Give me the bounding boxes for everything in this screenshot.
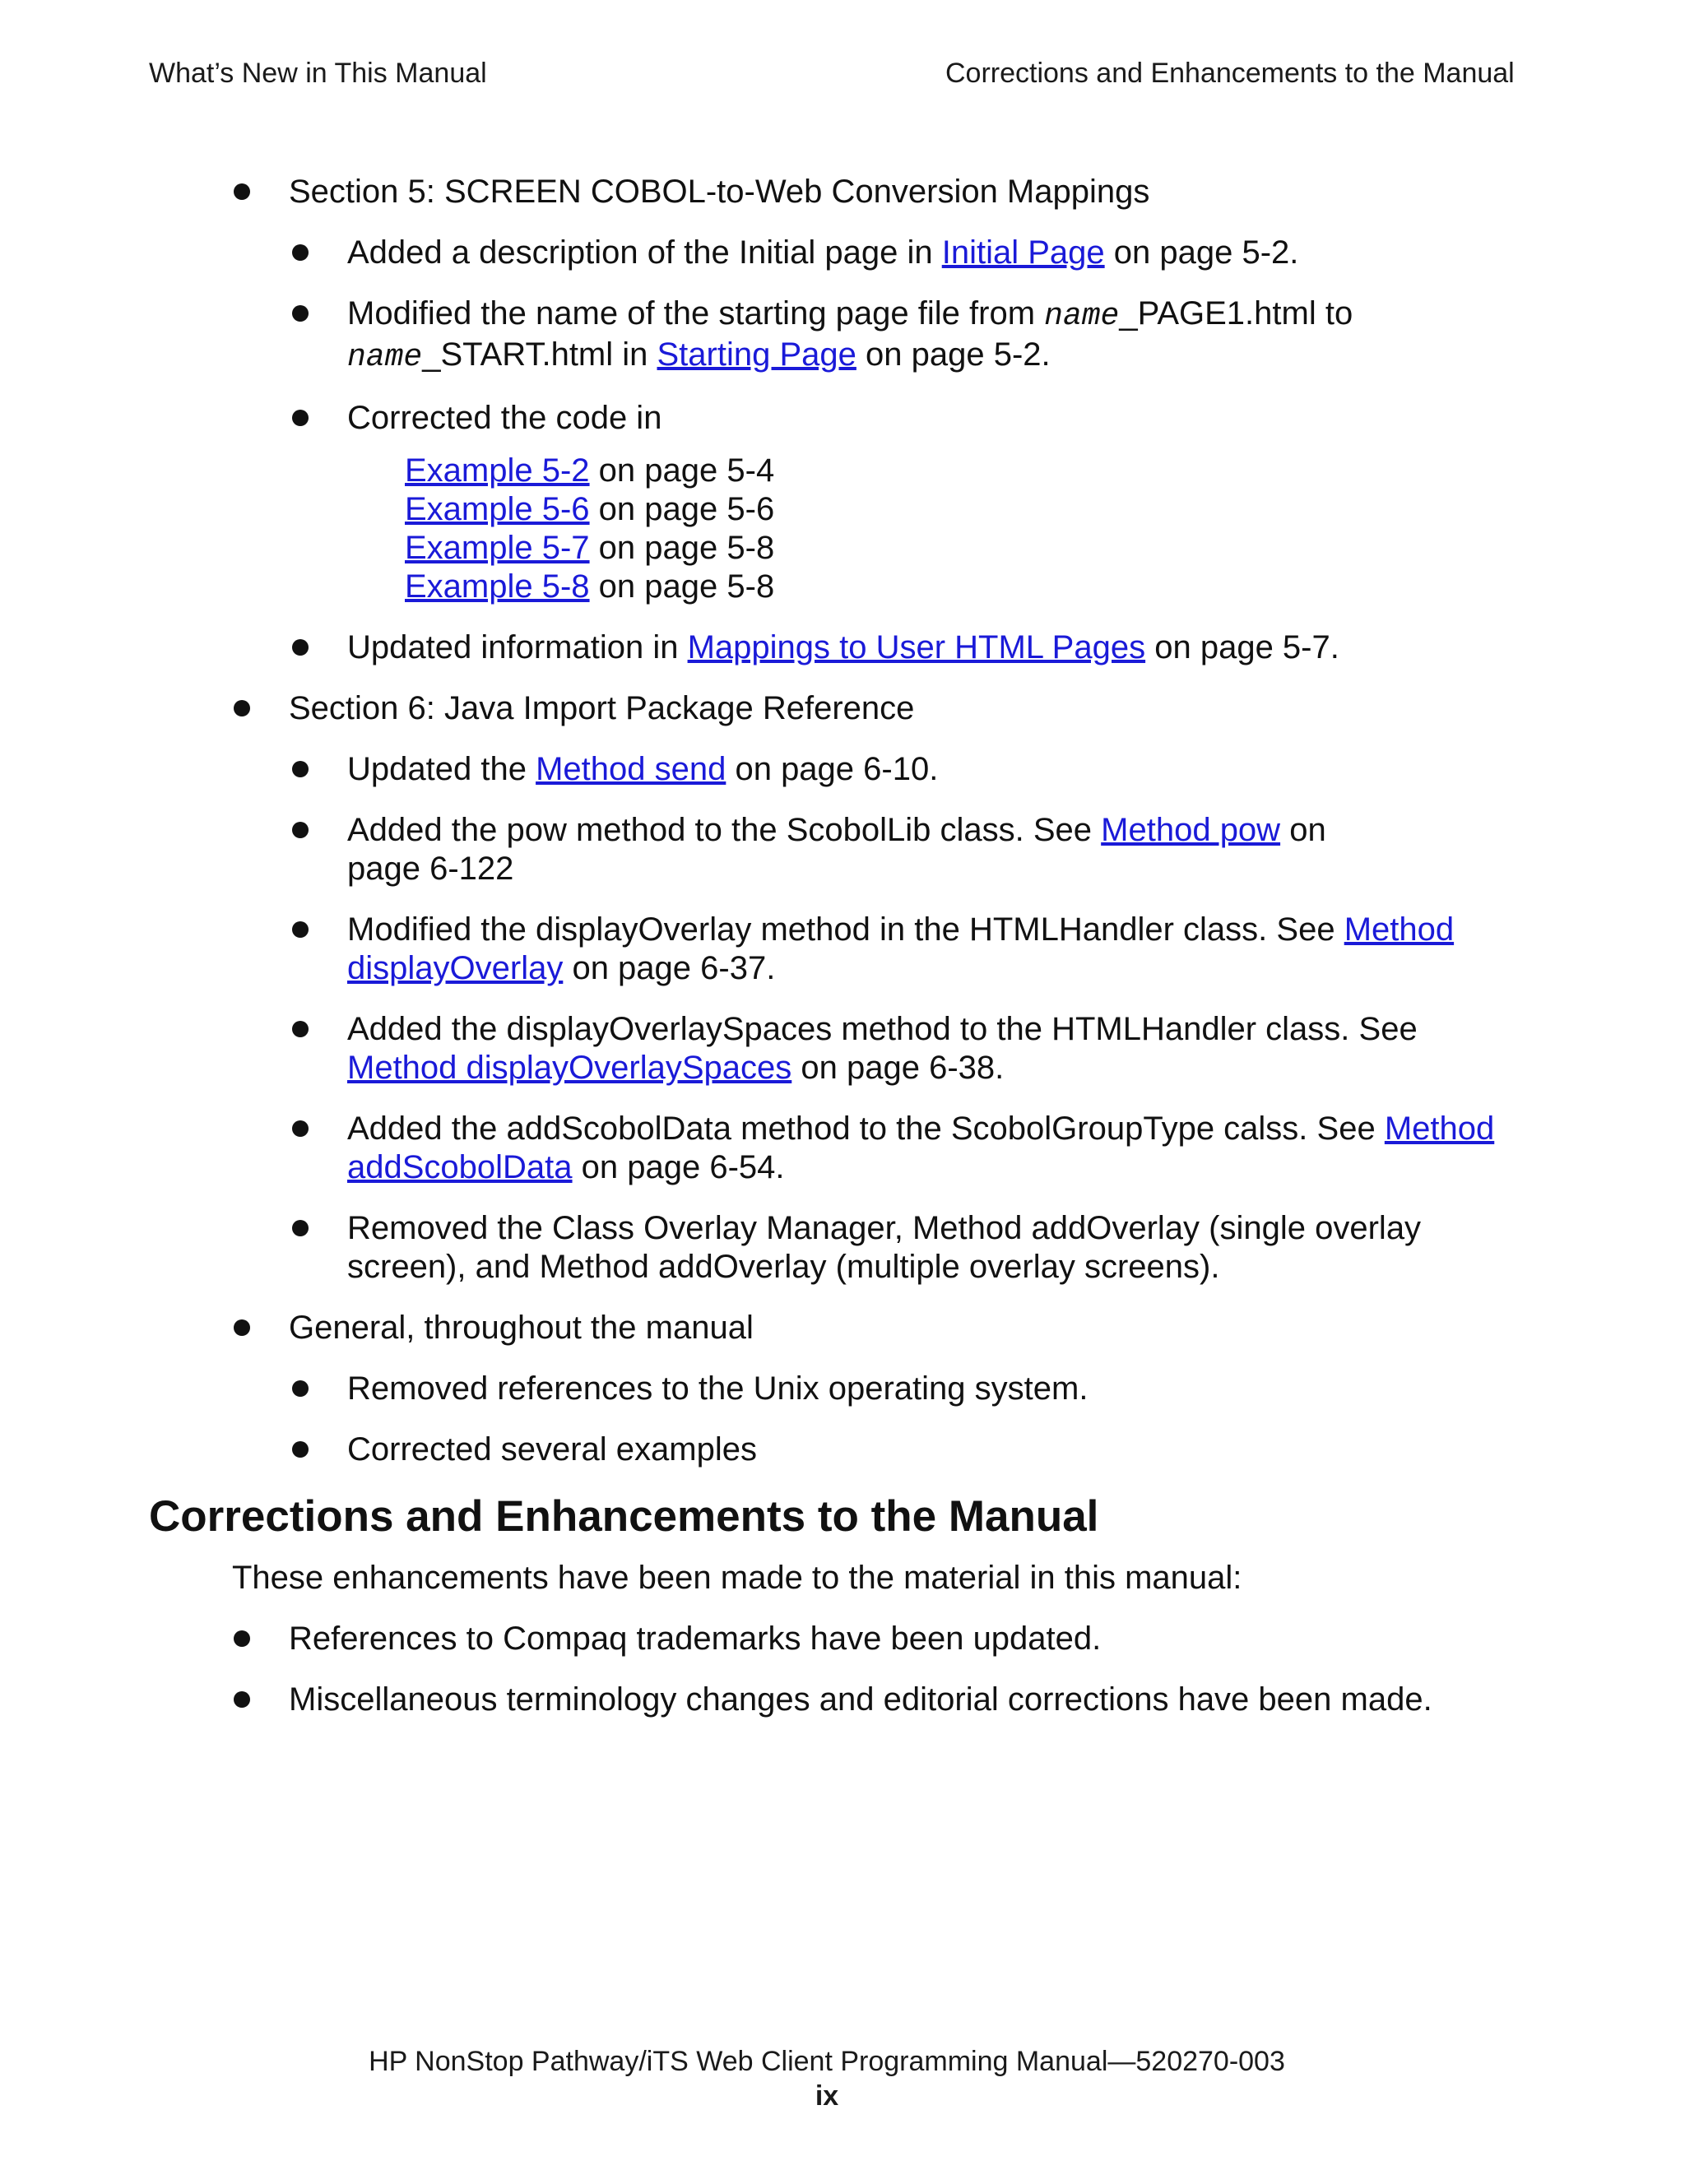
item-text: on page 5-8 [589,568,775,605]
item-text: on page 6-54. [572,1149,785,1185]
item-text: Removed the Class Overlay Manager, Method addOverlay (single overlay [347,1210,1422,1246]
list-item [0,294,1524,377]
link-method-displayoverlay[interactable]: Method [1344,911,1455,948]
item-text: Removed references to the Unix operating system. [347,1370,1089,1407]
list-item [0,1110,1524,1187]
list-item [0,1430,1524,1469]
bullet-icon [292,822,309,838]
item-text: Updated information in [347,629,688,665]
link-method-send[interactable]: Method send [536,751,726,787]
bullet-icon [292,410,309,426]
page-number: ix [815,2080,839,2112]
example-line [405,452,1685,490]
code-name: name [347,340,423,375]
bullet-icon [234,183,250,200]
footer-title: HP NonStop Pathway/iTS Web Client Programming Manual—520270-003 [369,2046,1285,2077]
item-text: on page 5-2. [856,336,1051,373]
item-text: Modified the displayOverlay method in the HTMLHandler class. See [347,911,1344,948]
page-footer [0,2044,1654,2113]
item-text: on page 5-8 [589,530,775,566]
item-text: Added the pow method to the ScobolLib class. See [347,812,1102,848]
list-item [0,1620,1685,1658]
list-item [0,811,1524,888]
list-item [0,1370,1524,1408]
item-text: on page 6-10. [726,751,939,787]
list-item [0,628,1524,667]
example-line [405,490,1685,529]
item-text: on page 5-7. [1145,629,1339,665]
list-item [0,1209,1524,1287]
bullet-icon [292,244,309,261]
bullet-icon [234,1319,250,1336]
link-starting-page[interactable]: Starting Page [657,336,856,373]
bullet-icon [292,1120,309,1137]
intro-paragraph: These enhancements have been made to the material in this manual: [232,1560,1242,1596]
section-heading: Corrections and Enhancements to the Manual [149,1492,1099,1541]
list-item [0,1681,1685,1719]
code-name: name [1044,299,1120,334]
item-text: on page 6-38. [791,1050,1005,1086]
item-text: References to Compaq trademarks have been updated. [289,1621,1102,1657]
list-item [0,1010,1524,1087]
link-mappings-user-html[interactable]: Mappings to User HTML Pages [687,629,1146,665]
bullet-icon [292,921,309,938]
bullet-icon [292,1441,309,1458]
link-example-5-2[interactable]: Example 5-2 [405,452,590,489]
item-text: Miscellaneous terminology changes and editorial corrections have been made. [289,1681,1432,1718]
bullet-icon [292,761,309,777]
list-item [0,750,1524,789]
bullet-icon [292,305,309,322]
running-header-left: What’s New in This Manual [149,58,487,89]
bullet-icon [292,1220,309,1236]
list-item [0,399,1524,438]
bullet-icon [234,700,250,716]
bullet-icon [292,639,309,656]
link-example-5-8[interactable]: Example 5-8 [405,568,590,605]
link-method-displayoverlayspaces[interactable]: Method displayOverlaySpaces [347,1050,792,1086]
section-5-title: Section 5: SCREEN COBOL-to-Web Conversion Mappings [289,174,1150,210]
bullet-icon [234,1630,250,1647]
list-item [0,234,1524,272]
item-text: on [1280,812,1326,848]
page-body [0,173,1685,1741]
example-line [405,529,1685,568]
item-text: Added a description of the Initial page in [347,234,942,271]
link-initial-page[interactable]: Initial Page [941,234,1105,271]
link-example-5-7[interactable]: Example 5-7 [405,530,590,566]
section-6-title: Section 6: Java Import Package Reference [289,690,915,726]
example-line [405,568,1685,606]
item-text: _START.html in [422,336,657,373]
item-text: Added the displayOverlaySpaces method to the HTMLHandler class. See [347,1011,1418,1047]
item-text: Added the addScobolData method to the ScobolGroupType calss. See [347,1111,1385,1147]
item-text: Corrected several examples [347,1431,757,1468]
list-item [0,911,1524,988]
list-item-section-5 [0,173,1685,211]
item-text: screen), and Method addOverlay (multiple overlay screens). [347,1249,1220,1285]
link-method-addscoboldata[interactable]: addScobolData [347,1149,573,1185]
link-method-addscoboldata[interactable]: Method [1384,1111,1495,1147]
bullet-icon [292,1021,309,1037]
item-text: Updated the [347,751,536,787]
list-item-general [0,1309,1685,1347]
item-text: on page 6-37. [563,950,776,986]
item-text: on page 5-2. [1104,234,1299,271]
bullet-icon [292,1380,309,1397]
bullet-icon [234,1691,250,1708]
item-text: page 6-122 [347,851,514,887]
list-item-section-6 [0,689,1685,728]
item-text: Modified the name of the starting page file from [347,295,1045,332]
item-text: on page 5-6 [589,491,775,527]
link-example-5-6[interactable]: Example 5-6 [405,491,590,527]
link-method-displayoverlay[interactable]: displayOverlay [347,950,564,986]
item-text: on page 5-4 [589,452,775,489]
general-title: General, throughout the manual [289,1310,754,1346]
link-method-pow[interactable]: Method pow [1101,812,1281,848]
running-header-right: Corrections and Enhancements to the Manual [945,58,1515,89]
item-text: _PAGE1.html to [1119,295,1353,332]
item-text: Corrected the code in [347,400,662,436]
example-list [0,452,1685,606]
